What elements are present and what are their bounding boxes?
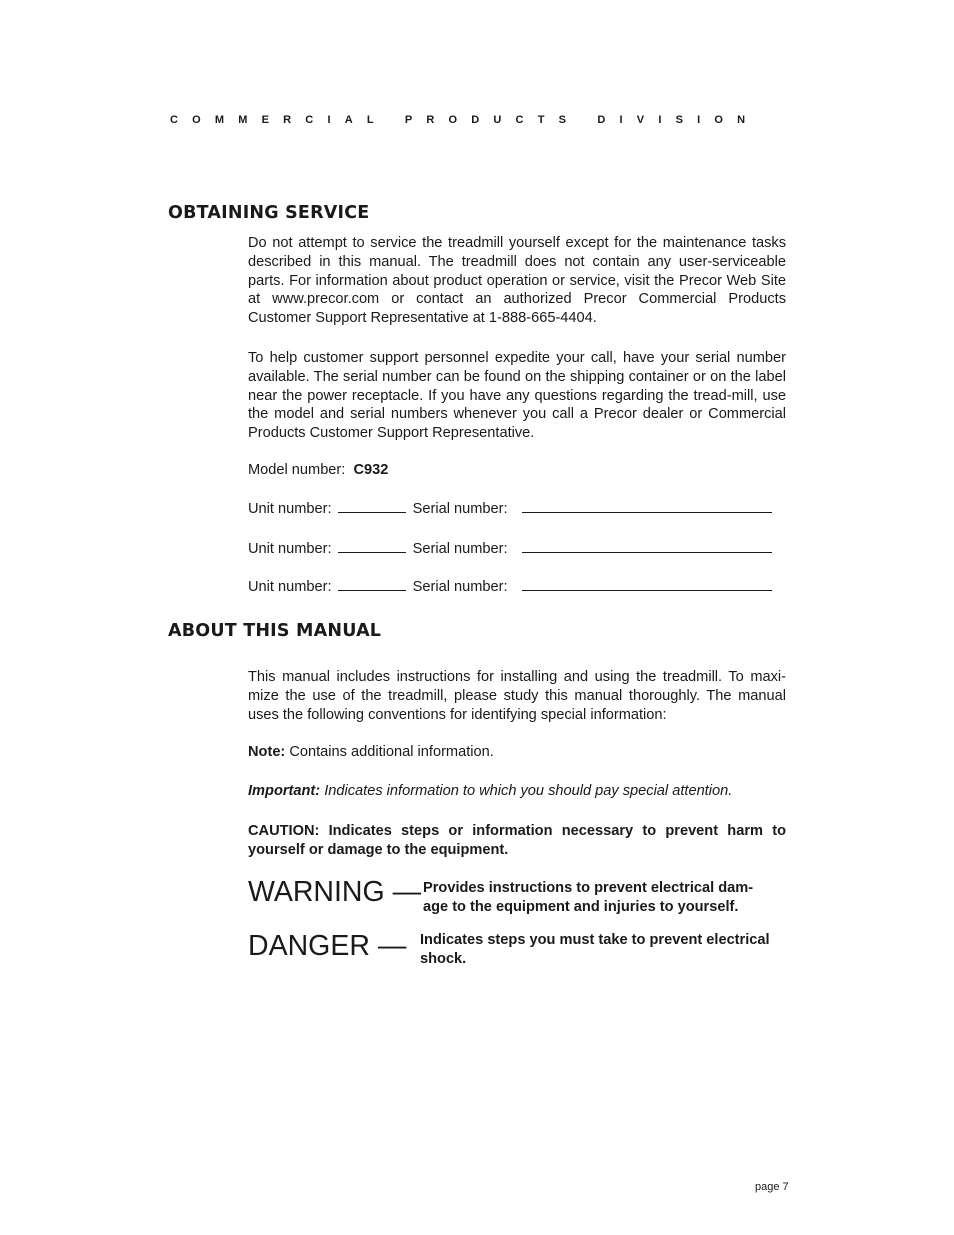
serial-number-label: Serial number: [412, 541, 508, 557]
unit-number-label: Unit number: [248, 541, 332, 557]
model-number-label: Model number: [248, 462, 346, 478]
unit-serial-line-2 [248, 540, 772, 557]
caution-convention: CAUTION: Indicates steps or information necessary to prevent harm to yourself or damage to the equipment. [248, 823, 786, 858]
manual-intro-paragraph: This manual includes instructions for installing and using the treadmill. To maxi-mize the use of the treadmill, please study this manual thoroughly. The manual uses the following conventions for identifying special information: [248, 669, 786, 723]
important-text: Indicates information to which you should pay special attention. [320, 783, 733, 799]
danger-description [420, 931, 770, 969]
danger-text-line-1: Indicates steps you must take to prevent electrical [420, 932, 770, 948]
unit-number-label: Unit number: [248, 579, 332, 595]
serial-number-blank[interactable] [522, 540, 772, 553]
model-number-value: C932 [353, 462, 389, 478]
note-convention [248, 744, 494, 760]
service-paragraph-2: To help customer support personnel expedite your call, have your serial number available. The serial number can be found on the shipping container or on the label near the power receptacle. If you have any questions regarding the tread-mill, use the model and serial numbers whenever you call a Precor dealer or Commercial Products Customer Support Representative. [248, 350, 786, 442]
unit-number-blank[interactable] [338, 500, 406, 513]
service-paragraph-1: Do not attempt to service the treadmill yourself except for the maintenance tasks described in this manual. The treadmill does not contain any user-serviceable parts. For information about product operation or service, visit the Precor Web Site at www.precor.com or contact an authorized Precor Commercial Products Customer Support Representative at 1-888-665-4404. [248, 235, 786, 327]
model-number-line [248, 462, 388, 478]
page-number: page 7 [755, 1181, 789, 1193]
important-label: Important: [248, 783, 321, 799]
serial-number-label: Serial number: [412, 501, 508, 517]
unit-number-blank[interactable] [338, 578, 406, 591]
danger-label: DANGER — [248, 930, 407, 962]
unit-serial-line-3 [248, 578, 772, 595]
serial-number-blank[interactable] [522, 578, 772, 591]
danger-text-line-2: shock. [420, 951, 467, 967]
unit-serial-line-1 [248, 500, 772, 517]
serial-number-label: Serial number: [412, 579, 508, 595]
section-heading-obtaining-service: OBTAINING SERVICE [168, 203, 370, 223]
unit-number-blank[interactable] [338, 540, 406, 553]
warning-text-line-2: age to the equipment and injuries to yourself. [423, 899, 739, 915]
warning-label: WARNING — [248, 876, 422, 908]
section-heading-about-manual: ABOUT THIS MANUAL [168, 621, 382, 641]
serial-number-blank[interactable] [522, 500, 772, 513]
note-label: Note: [248, 744, 286, 760]
important-convention [248, 783, 732, 799]
unit-number-label: Unit number: [248, 501, 332, 517]
note-text: Contains additional information. [285, 744, 494, 760]
warning-text-line-1: Provides instructions to prevent electrical dam- [423, 880, 754, 896]
warning-description [423, 879, 753, 917]
running-head: COMMERCIAL PRODUCTS DIVISION [170, 114, 760, 126]
